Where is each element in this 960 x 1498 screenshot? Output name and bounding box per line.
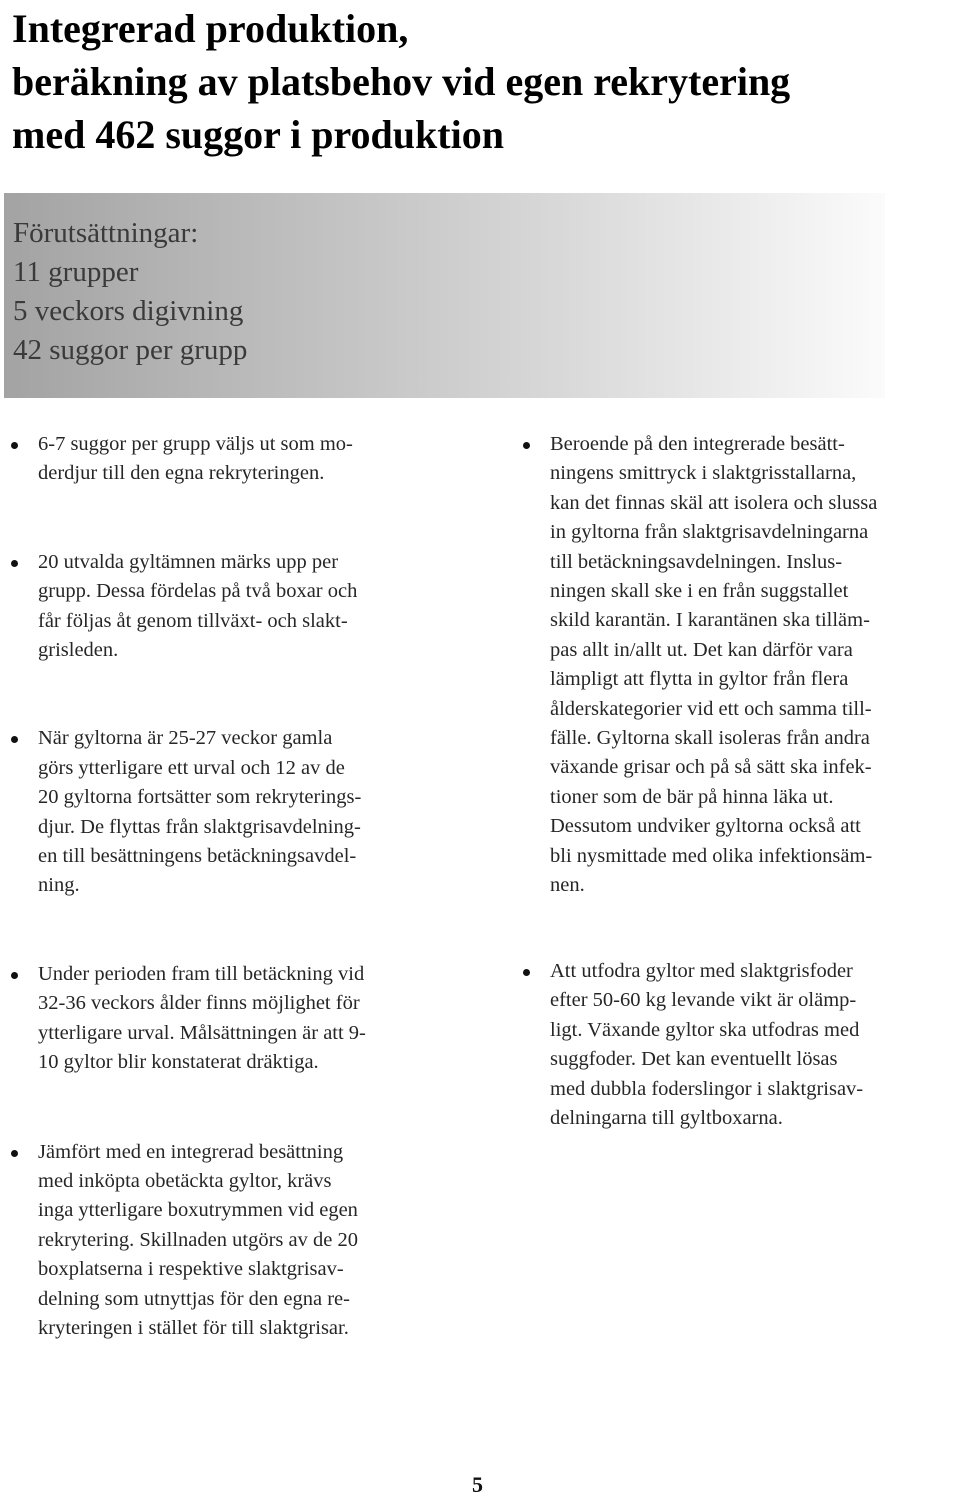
text-line: nen. xyxy=(550,874,585,897)
bullet-list-left-bottom xyxy=(6,960,456,1343)
text-line: ålderskategorier vid ett och samma till- xyxy=(550,697,872,720)
text-line: Jämfört med en integrerad besättning xyxy=(38,1140,344,1163)
text-line: Dessutom undviker gyltorna också att xyxy=(550,815,861,838)
text-line: 32-36 veckors ålder finns möjlighet för xyxy=(38,992,360,1015)
text-line: lämpligt att flytta in gyltor från flera xyxy=(550,668,849,691)
bullet-icon xyxy=(523,442,530,449)
text-line: djur. De flyttas från slaktgrisavdelning- xyxy=(38,815,361,838)
bullet-icon xyxy=(523,969,530,976)
prerequisites-list xyxy=(13,214,247,370)
bullet-text xyxy=(38,548,456,666)
text-line: fälle. Gyltorna skall isoleras från andra xyxy=(550,727,870,750)
bullet-icon xyxy=(11,736,18,743)
text-line: boxplatserna i respektive slaktgrisav- xyxy=(38,1258,344,1281)
text-line: ning. xyxy=(38,874,80,897)
title-line: Integrerad produktion, xyxy=(12,6,409,51)
prerequisites-box xyxy=(4,193,885,398)
text-line: ligt. Växande gyltor ska utfodras med xyxy=(550,1018,860,1041)
text-line: pas allt in/allt ut. Det kan därför vara xyxy=(550,638,853,661)
text-line: delningarna till gyltboxarna. xyxy=(550,1107,783,1130)
text-line: derdjur till den egna rekryteringen. xyxy=(38,462,325,485)
prerequisite-item: 11 grupper xyxy=(13,256,139,288)
text-line: tioner som de bär på hinna läka ut. xyxy=(550,785,834,808)
text-line: ytterligare urval. Målsättningen är att 9- xyxy=(38,1021,366,1044)
text-line: Under perioden fram till betäckning vid xyxy=(38,963,365,985)
title-line: med 462 suggor i produktion xyxy=(12,112,504,157)
text-line: kan det finnas skäl att isolera och slussa xyxy=(550,491,878,514)
bullet-list-left-top xyxy=(6,430,456,901)
text-line: görs ytterligare ett urval och 12 av de xyxy=(38,756,345,779)
bullet-item xyxy=(518,957,958,1133)
text-line: ningens smittryck i slaktgrisstallarna, xyxy=(550,462,857,485)
text-line: delning som utnyttjas för den egna re- xyxy=(38,1287,350,1310)
bullet-text xyxy=(38,1138,456,1344)
text-line: 10 gyltor blir konstaterat dräktiga. xyxy=(38,1051,319,1074)
text-line: växande grisar och på så sätt ska infek- xyxy=(550,756,872,779)
text-line: Beroende på den integrerade besätt- xyxy=(550,433,845,455)
text-line: ningen skall ske i en från suggstallet xyxy=(550,580,849,603)
text-line: till betäckningsavdelningen. Inslus- xyxy=(550,550,843,573)
bullet-text xyxy=(38,960,456,1078)
text-line: grisleden. xyxy=(38,639,119,662)
text-line: 20 utvalda gyltämnen märks upp per xyxy=(38,550,339,573)
page-title xyxy=(12,2,952,161)
bullet-icon xyxy=(11,1150,18,1157)
bullet-item xyxy=(6,724,456,900)
bullet-item xyxy=(6,430,456,489)
page-number: 5 xyxy=(472,1472,483,1497)
text-line: en till besättningens betäckningsavdel- xyxy=(38,845,357,868)
text-line: får följas åt genom tillväxt- och slakt- xyxy=(38,609,348,632)
title-line: beräkning av platsbehov vid egen rekrytering xyxy=(12,59,791,104)
bullet-item xyxy=(6,960,456,1078)
bullet-item xyxy=(6,1138,456,1344)
text-line: rekrytering. Skillnaden utgörs av de 20 xyxy=(38,1228,358,1251)
bullet-text xyxy=(38,724,456,900)
text-line: grupp. Dessa fördelas på två boxar och xyxy=(38,580,358,603)
bullet-icon xyxy=(11,442,18,449)
text-line: bli nysmittade med olika infektionsäm- xyxy=(550,844,873,867)
text-line: efter 50-60 kg levande vikt är olämp- xyxy=(550,989,857,1012)
text-line: När gyltorna är 25-27 veckor gamla xyxy=(38,727,333,750)
text-line: 20 gyltorna fortsätter som rekryterings- xyxy=(38,786,362,809)
text-line: med inköpta obetäckta gyltor, krävs xyxy=(38,1170,332,1193)
text-line: med dubbla foderslingor i slaktgrisav- xyxy=(550,1077,864,1100)
bullet-text xyxy=(38,430,456,489)
bullet-icon xyxy=(11,972,18,979)
text-line: suggfoder. Det kan eventuellt lösas xyxy=(550,1048,838,1071)
bullet-item xyxy=(6,548,456,666)
text-line: skild karantän. I karantänen ska tilläm- xyxy=(550,609,870,632)
prerequisite-item: 5 veckors digivning xyxy=(13,295,244,327)
bullet-icon xyxy=(11,560,18,567)
text-line: 6-7 suggor per grupp väljs ut som mo- xyxy=(38,433,353,455)
text-line: kryteringen i stället för till slaktgrisar. xyxy=(38,1317,349,1340)
bullet-text xyxy=(550,430,958,901)
text-line: in gyltorna från slaktgrisavdelningarna xyxy=(550,521,869,544)
bullet-list-right-bottom xyxy=(518,957,958,1133)
prerequisite-item: 42 suggor per grupp xyxy=(13,334,248,366)
text-line: Att utfodra gyltor med slaktgrisfoder xyxy=(550,960,853,982)
text-line: inga ytterligare boxutrymmen vid egen xyxy=(38,1199,358,1222)
prerequisites-heading: Förutsättningar: xyxy=(13,217,199,249)
bullet-text xyxy=(550,957,958,1133)
bullet-list-right-top xyxy=(518,430,958,901)
bullet-item xyxy=(518,430,958,901)
